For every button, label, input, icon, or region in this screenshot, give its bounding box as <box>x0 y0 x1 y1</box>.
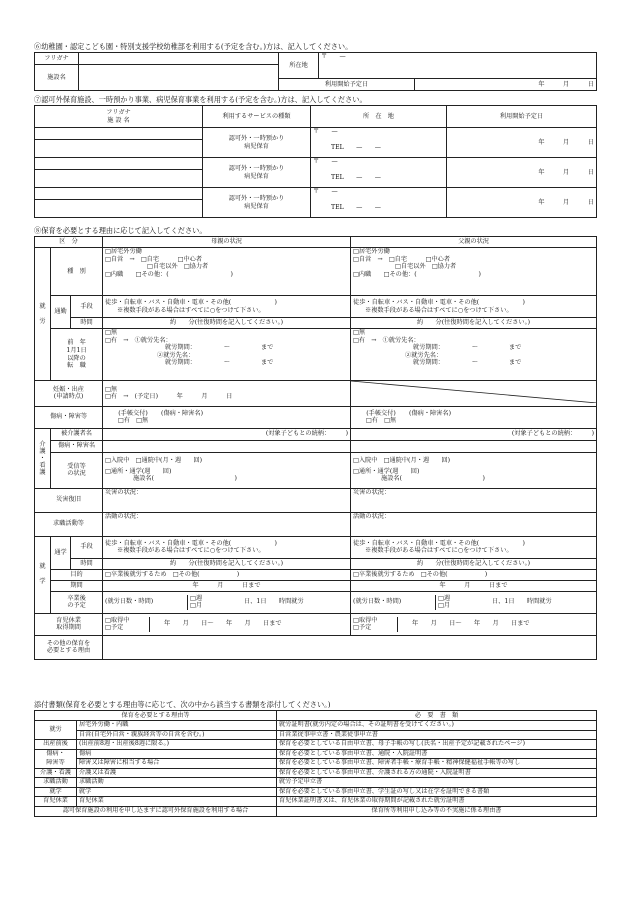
ninshin-label: 妊娠・出産 (申請時点) <box>35 381 103 407</box>
facility-name-field[interactable] <box>79 65 279 91</box>
sotsugyo-label: 卒業後 の予定 <box>51 591 103 613</box>
f-g-jikan[interactable]: 約 分(往復時間を記入してください。) <box>351 558 597 569</box>
kaigo-shobyo-label: 傷病・障害名 <box>51 440 103 452</box>
f-kikan[interactable]: 年 月 日まで <box>351 580 597 591</box>
f-saki1: ①就労先名： <box>382 336 420 344</box>
zennen-label: 前 年 1月1日 以降の 転 職 <box>51 329 103 381</box>
docs-row-7-cat: 就学 <box>35 787 77 797</box>
docs-table <box>34 710 597 817</box>
m-hikaigo[interactable]: (対象子どもとの続柄： ) <box>103 428 351 440</box>
docs-row-3-cat: 傷病・ <box>35 749 77 759</box>
docs-row-4-doc: 保育を必要としている事由申立書、障害者手帳・療育手帳・精神保健福祉手帳等の写し <box>277 759 597 769</box>
m-jitaku-checkbox[interactable]: □自営 → <box>105 255 135 263</box>
f-kaigo-shobyo[interactable] <box>351 440 597 452</box>
m-ninshin-mu[interactable]: □無 <box>105 385 118 393</box>
section8-table <box>34 236 597 660</box>
s7-row3-date[interactable]: 年 月 日 <box>447 188 597 218</box>
m-kyotaku-checkbox[interactable]: □居宅外労働 <box>105 248 142 255</box>
f-yotei[interactable]: □予定 <box>353 624 372 632</box>
m-saki1: ①就労先名： <box>134 336 172 344</box>
s7-row1-name[interactable] <box>35 140 203 158</box>
s7-header-date: 利用開始予定日 <box>447 106 597 128</box>
docs-row-3-doc: 保育を必要としている事由申立書、通院・入院証明書 <box>277 749 597 759</box>
shubetsu-label: 種 別 <box>51 248 103 296</box>
m-jikan[interactable]: 約 分(往復時間を記入してください。) <box>103 318 351 329</box>
f-tenshoku-yu[interactable]: □有 → <box>353 336 377 344</box>
section6-caption: ⑥幼稚園・認定こども園・特別支援学校幼稚部を利用する(予定を含む。)方は、記入してください。 <box>34 42 353 51</box>
f-jitaku-a[interactable]: □自宅 <box>388 255 408 263</box>
f-techo: (手帳交付) <box>366 409 396 417</box>
f-techo-yn[interactable]: □有 □無 <box>365 417 397 425</box>
f-sotsugyo-text: (就労日数・時間) <box>353 598 402 606</box>
f-jitaku-checkbox[interactable]: □自営 → <box>353 255 383 263</box>
s7-header-name: フリガナ 施 設 名 <box>35 106 203 128</box>
m-sotsugyo-text: (就労日数・時間) <box>105 598 154 606</box>
m-jitaku-a[interactable]: □自宅 <box>140 255 160 263</box>
m-shudan-text: 徒歩・自転車・バス・自動車・電車・その他( ) <box>105 298 277 306</box>
s7-row1-address[interactable] <box>311 128 447 158</box>
facility-name-label: 施設名 <box>35 65 79 91</box>
f-jitaku-b[interactable]: □自宅以外 <box>395 263 426 271</box>
f-g-shudan-text: 徒歩・自転車・バス・自動車・電車・その他( ) <box>353 539 525 547</box>
m-jushin[interactable] <box>103 452 351 488</box>
f-shisetsu: 施設名( ) <box>381 475 485 483</box>
g-shudan-label: 手段 <box>71 536 103 558</box>
s7-row2-tel: TEL — — <box>331 173 381 181</box>
docs-row-0-doc: 就労証明書(就労内定の場合は、その証明書を受けてください。) <box>277 721 597 731</box>
docs-row-6-cat: 求職活動 <box>35 778 77 788</box>
tsukin-label: 通勤 <box>51 296 71 329</box>
docs-row-0-sub: 居宅外労働・内職 <box>77 721 277 731</box>
father-shubetsu[interactable] <box>351 248 597 296</box>
s7-row3-tel: TEL — — <box>331 203 381 211</box>
docs-row-7-doc: 保育を必要としている事由申立書、学生証の写し又は在学を証明できる書類 <box>277 787 597 797</box>
m-techo-yn[interactable]: □有 □無 <box>117 417 149 425</box>
s7-row1-furigana[interactable] <box>35 128 203 140</box>
docs-row-1-sub: 自営(自宅外自営・親族経営等の自営を含む。) <box>77 730 277 740</box>
s7-row3-type: 認可外・一時預かり 病児保育 <box>203 188 311 218</box>
sonota-field[interactable] <box>103 635 597 659</box>
m-shudan-note: ※複数手段がある場合はすべてに○をつけて下さい。 <box>117 306 265 314</box>
gaku-label: 就 学 <box>35 536 51 613</box>
m-nyuin[interactable]: □入院中 □通院中(月・週 回) <box>105 457 202 465</box>
f-kikan1: 就労期間： ～ まで <box>413 344 522 352</box>
tsugaku-label: 通学 <box>51 536 71 569</box>
f-g-shudan[interactable] <box>351 536 597 558</box>
docs-row-8-doc: 育児休業証明書又は、育児休業の取得期間が記載された就労証明書 <box>277 797 597 807</box>
m-kikan[interactable]: 年 月 日まで <box>103 580 351 591</box>
m-jitaku-b[interactable]: □自宅以外 <box>147 263 178 271</box>
docs-row-3-sub: 傷病 <box>77 749 277 759</box>
m-kikan2: 就労期間： ～ まで <box>165 359 274 367</box>
m-g-shudan[interactable] <box>103 536 351 558</box>
s8-header-father: 父親の状況 <box>351 237 597 248</box>
docs-row-2-sub: (出産前8週・出産後8週に限る。) <box>77 740 277 750</box>
docs-row-4-sub: 障害又は障害に相当する場合 <box>77 759 277 769</box>
f-other[interactable]: □その他：( ) <box>383 270 481 278</box>
shobyo-label: 傷病・障害等 <box>35 406 103 428</box>
s8-header-kubun: 区 分 <box>35 237 103 248</box>
section7-caption: ⑦認可外保育施設、一時預かり事業、病児保育事業を利用する(予定を含む。)方は、記入してください。 <box>34 95 367 104</box>
f-tsusho[interactable]: □通所・通学(週 回) <box>353 467 420 475</box>
s7-row2-date[interactable]: 年 月 日 <box>447 158 597 188</box>
f-shudan[interactable] <box>351 296 597 318</box>
f-tenshoku-mu[interactable]: □無 <box>353 329 366 336</box>
f-g-shudan-note: ※複数手段がある場合はすべてに○をつけて下さい。 <box>365 547 513 555</box>
m-shobyo-name: (傷病・障害名) <box>161 409 203 417</box>
s7-row1-postal: 〒 — <box>313 128 338 135</box>
docs-caption: 添付書類(保育を必要とする理由等に応じて、次の中から該当する書類を添付してください。) <box>34 700 331 709</box>
kyushoku-label: 求職活動等 <box>35 512 103 536</box>
kikan-label: 期間 <box>51 580 103 591</box>
m-shobyo[interactable] <box>103 406 351 428</box>
s7-row1-tel: TEL — — <box>331 143 381 151</box>
diagonal-strike-icon <box>351 381 597 403</box>
address-label: 所在地 <box>279 53 319 79</box>
docs-row-7-sub: 就学 <box>77 787 277 797</box>
m-g-jikan[interactable]: 約 分(往復時間を記入してください。) <box>103 558 351 569</box>
ikukyu-label: 育児休業 取得期間 <box>35 613 103 635</box>
start-date-label: 利用開始予定日 <box>279 79 415 91</box>
docs-row-4-cat: 障害等 <box>35 759 77 769</box>
f-naishoku[interactable]: □内職 <box>353 270 372 278</box>
s7-header-address: 所 在 地 <box>311 106 447 128</box>
f-saki2: ②就労先名： <box>405 351 443 359</box>
m-tenshoku-yu[interactable]: □有 → <box>105 336 129 344</box>
f-jushin[interactable] <box>351 452 597 488</box>
docs-row-5-doc: 保育を必要としている事由申立書、介護される方の通院・入院証明書 <box>277 768 597 778</box>
m-sotsugyo[interactable] <box>103 591 351 613</box>
shudan-label: 手段 <box>71 296 103 318</box>
m-tenshoku-mu[interactable]: □無 <box>105 329 118 336</box>
start-date-field[interactable]: 年 月 日 <box>415 79 597 91</box>
f-ninshin-na <box>351 381 597 407</box>
section6-table <box>34 52 597 91</box>
docs-row-5-sub: 介護又は看護 <box>77 768 277 778</box>
mother-shubetsu[interactable] <box>103 248 351 296</box>
f-shudan-note: ※複数手段がある場合はすべてに○をつけて下さい。 <box>365 306 513 314</box>
docs-last-left: 認可保育施設の利用を申し込まずに認可外保育施設を利用する場合 <box>35 806 277 816</box>
m-nichi: 日、1日 時間就労 <box>244 598 304 606</box>
furigana-label: フリガナ <box>35 53 79 65</box>
m-other[interactable]: □その他：( ) <box>135 270 233 278</box>
m-chushin[interactable]: □中心者 <box>177 255 203 263</box>
m-saigai[interactable]: 災害の状況： <box>103 488 351 512</box>
f-tsuki[interactable]: □月 <box>438 602 451 610</box>
f-shutokuchu[interactable]: □取得中 <box>353 616 378 624</box>
m-kyoryoku[interactable]: □協力者 <box>183 263 209 271</box>
m-ninshin[interactable] <box>103 381 351 407</box>
s7-row3-furigana[interactable] <box>35 188 203 200</box>
s7-row1-type: 認可外・一時預かり 病児保育 <box>203 128 311 158</box>
docs-row-8-cat: 育児休業 <box>35 797 77 807</box>
sonota-label: その他の保育を 必要とする理由 <box>35 635 103 659</box>
m-saki2: ②就労先名： <box>157 351 195 359</box>
s7-row2-type: 認可外・一時預かり 病児保育 <box>203 158 311 188</box>
m-yotei[interactable]: □予定 <box>105 624 124 632</box>
f-jikan[interactable]: 約 分(往復時間を記入してください。) <box>351 318 597 329</box>
m-g-shudan-text: 徒歩・自転車・バス・自動車・電車・その他( ) <box>105 539 277 547</box>
section7-table <box>34 105 597 218</box>
m-ikukyu[interactable] <box>103 613 351 635</box>
f-hikaigo[interactable]: (対象子どもとの続柄： ) <box>351 428 597 440</box>
work-label: 就 労 <box>35 248 51 381</box>
f-saigai[interactable]: 災害の状況： <box>351 488 597 512</box>
m-ikukyu-text: 年 月 日～ 年 月 日まで <box>164 620 282 628</box>
jikan-label: 時間 <box>71 318 103 329</box>
m-naishoku[interactable]: □内職 <box>105 270 124 278</box>
m-tsuki[interactable]: □月 <box>190 602 203 610</box>
s8-header-mother: 母親の状況 <box>103 237 351 248</box>
f-kyushoku[interactable]: 活動の状況： <box>351 512 597 536</box>
s7-row3-postal: 〒 — <box>313 188 338 195</box>
f-kikan2: 就労期間： ～ まで <box>413 359 522 367</box>
m-shutokuchu[interactable]: □取得中 <box>105 616 130 624</box>
docs-last-right: 保育所等利用申し込み等の不実施に係る理由書 <box>277 806 597 816</box>
docs-row-6-sub: 求職活動 <box>77 778 277 788</box>
docs-row-1-doc: 自営業従事申立書・農業従事申立書 <box>277 730 597 740</box>
docs-header-reason: 保育を必要とする理由等 <box>35 711 277 721</box>
f-shudan-text: 徒歩・自転車・バス・自動車・電車・その他( ) <box>353 298 525 306</box>
docs-row-2-doc: 保育を必要としている自由申立書、母子手帳の写し(氏名・出産予定が記載されたページ) <box>277 740 597 750</box>
m-mokuteki[interactable]: □卒業後就労するため □その他( ) <box>103 569 351 580</box>
s7-row3-name[interactable] <box>35 200 203 218</box>
saigai-label: 災害復旧 <box>35 488 103 512</box>
g-jikan-label: 時間 <box>71 558 103 569</box>
hikaigo-label: 被介護者名 <box>51 428 103 440</box>
f-chushin[interactable]: □中心者 <box>425 255 451 263</box>
s7-row3-address[interactable] <box>311 188 447 218</box>
f-kyoryoku[interactable]: □協力者 <box>431 263 457 271</box>
m-ninshin-yu[interactable]: □有 → (予定日) 年 月 日 <box>105 393 233 401</box>
m-g-shudan-note: ※複数手段がある場合はすべてに○をつけて下さい。 <box>117 547 265 555</box>
s7-header-type: 利用するサービスの種類 <box>203 106 311 128</box>
m-techo: (手帳交付) <box>118 409 148 417</box>
f-mokuteki[interactable]: □卒業後就労するため □その他( ) <box>351 569 597 580</box>
docs-row-2-cat: 出産前後 <box>35 740 77 750</box>
jushin-label: 受信等 の状況 <box>51 452 103 488</box>
docs-row-6-doc: 就労予定申立書 <box>277 778 597 788</box>
m-shu[interactable]: □週 <box>190 594 203 602</box>
f-tenshoku[interactable] <box>351 329 597 381</box>
m-kaigo-shobyo[interactable] <box>103 440 351 452</box>
kaigo-label: 介 護 ・ 看 護 <box>35 428 51 488</box>
m-kikan1: 就労期間： ～ まで <box>165 344 274 352</box>
m-shudan[interactable] <box>103 296 351 318</box>
s7-row1-date[interactable]: 年 月 日 <box>447 128 597 158</box>
f-sotsugyo[interactable] <box>351 591 597 613</box>
s7-row2-address[interactable] <box>311 158 447 188</box>
f-nichi: 日、1日 時間就労 <box>492 598 552 606</box>
s7-row2-furigana[interactable] <box>35 158 203 170</box>
f-nyuin[interactable]: □入院中 □通院中(月・週 回) <box>353 457 450 465</box>
docs-row-8-sub: 育児休業 <box>77 797 277 807</box>
docs-header-docs: 必 要 書 類 <box>277 711 597 721</box>
s7-row2-name[interactable] <box>35 170 203 188</box>
furigana-field[interactable] <box>79 53 279 65</box>
mokuteki-label: 目的 <box>51 569 103 580</box>
f-ikukyu[interactable] <box>351 613 597 635</box>
section8-caption: ⑧保育を必要とする理由に応じて記入してください。 <box>34 226 207 235</box>
m-tenshoku[interactable] <box>103 329 351 381</box>
f-shobyo[interactable] <box>351 406 597 428</box>
m-tsusho[interactable]: □通所・通学(週 回) <box>105 467 172 475</box>
f-ikukyu-text: 年 月 日～ 年 月 日まで <box>412 620 530 628</box>
f-shobyo-name: (傷病・障害名) <box>409 409 451 417</box>
m-kyushoku[interactable]: 活動の状況： <box>103 512 351 536</box>
f-shu[interactable]: □週 <box>438 594 451 602</box>
address-field[interactable]: 〒 — <box>319 53 597 79</box>
docs-row-0-cat: 就労 <box>35 721 77 740</box>
docs-row-5-cat: 介護・看護 <box>35 768 77 778</box>
m-shisetsu: 施設名( ) <box>133 475 237 483</box>
f-kyotaku-checkbox[interactable]: □居宅外労働 <box>353 248 390 255</box>
s7-row2-postal: 〒 — <box>313 158 338 165</box>
